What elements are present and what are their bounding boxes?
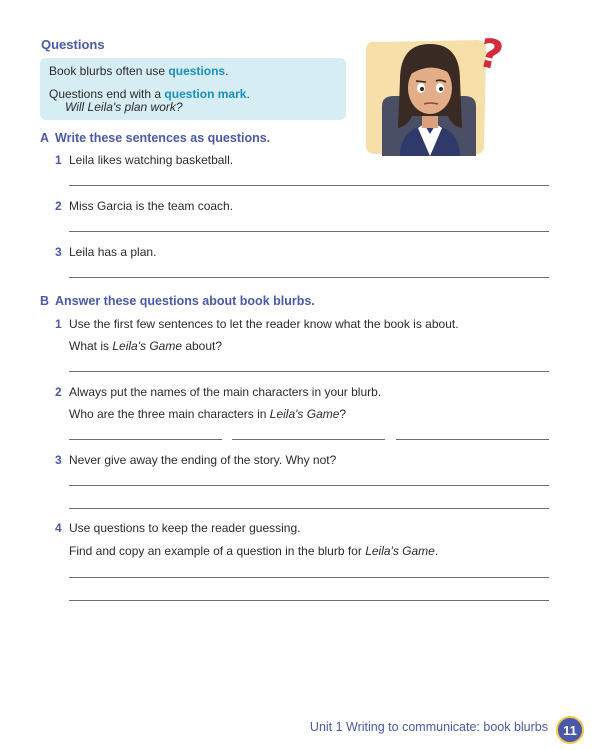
section-a-heading: A Write these sentences as questions. bbox=[40, 131, 271, 145]
item-text: Miss Garcia is the team coach. bbox=[69, 199, 234, 213]
section-heading-questions: Questions bbox=[41, 37, 105, 52]
answer-line[interactable] bbox=[69, 231, 549, 232]
item-text: Never give away the ending of the story. Why not? bbox=[69, 453, 337, 467]
info-line-1: Book blurbs often use questions. bbox=[49, 64, 229, 78]
item-number: 3 bbox=[55, 245, 62, 259]
answer-line[interactable] bbox=[69, 185, 549, 186]
answer-line[interactable] bbox=[69, 277, 549, 278]
question-mark-icon bbox=[474, 30, 507, 81]
section-b-heading: B Answer these questions about book blurbs. bbox=[40, 294, 315, 308]
item-number: 3 bbox=[55, 453, 62, 467]
item-number: 4 bbox=[55, 521, 62, 535]
item-text: Always put the names of the main characters in your blurb. bbox=[69, 385, 382, 399]
item-number: 1 bbox=[55, 153, 62, 167]
answer-line[interactable] bbox=[69, 485, 549, 486]
footer-unit-title: Unit 1 Writing to communicate: book blurbs bbox=[309, 720, 548, 734]
info-line-2: Questions end with a question mark. bbox=[49, 87, 250, 101]
item-number: 2 bbox=[55, 199, 62, 213]
svg-text:?: ? bbox=[474, 30, 507, 80]
page-number-badge: 11 bbox=[556, 716, 584, 744]
answer-line[interactable] bbox=[69, 371, 549, 372]
item-text: Use the first few sentences to let the reader know what the book is about. bbox=[69, 317, 459, 331]
item-number: 1 bbox=[55, 317, 62, 331]
answer-line[interactable] bbox=[69, 508, 549, 509]
item-text: Use questions to keep the reader guessing. bbox=[69, 521, 301, 535]
answer-line[interactable] bbox=[396, 439, 549, 440]
answer-line[interactable] bbox=[69, 439, 222, 440]
item-number: 2 bbox=[55, 385, 62, 399]
item-text: Leila likes watching basketball. bbox=[69, 153, 234, 167]
answer-line[interactable] bbox=[232, 439, 385, 440]
item-subquestion: Who are the three main characters in Leila's Game? bbox=[69, 407, 347, 421]
info-box bbox=[40, 58, 346, 120]
item-subquestion: What is Leila's Game about? bbox=[69, 339, 223, 353]
answer-line[interactable] bbox=[69, 577, 549, 578]
item-subquestion: Find and copy an example of a question in the blurb for Leila's Game. bbox=[69, 544, 439, 558]
info-example: Will Leila's plan work? bbox=[65, 100, 183, 114]
answer-line[interactable] bbox=[69, 600, 549, 601]
item-text: Leila has a plan. bbox=[69, 245, 157, 259]
